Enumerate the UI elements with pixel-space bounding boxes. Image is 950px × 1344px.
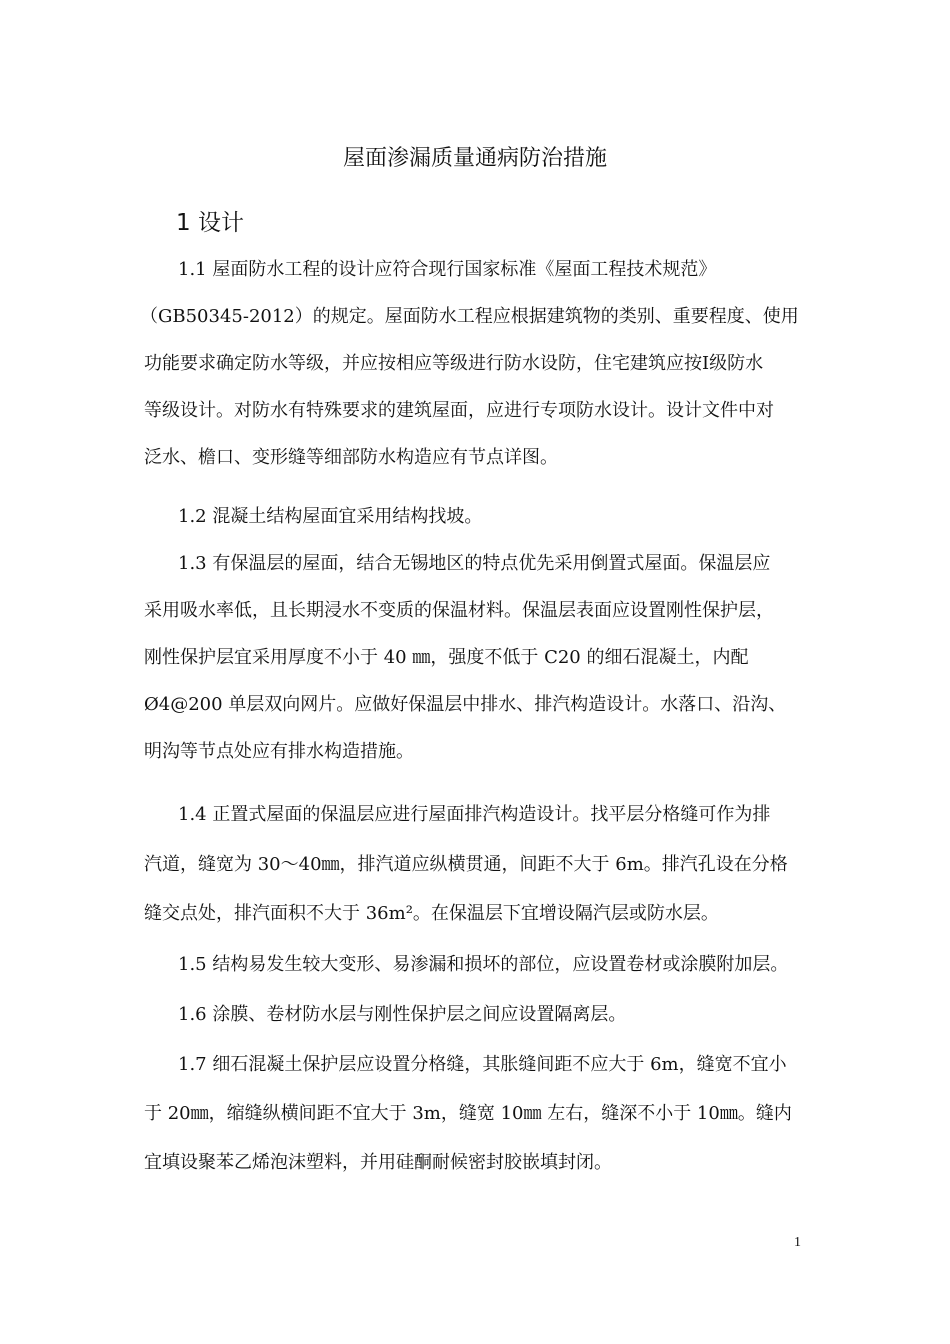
paragraph-line: 功能要求确定防水等级，并应按相应等级进行防水设防，住宅建筑应按Ⅰ级防水 <box>144 353 764 374</box>
page-number: 1 <box>794 1235 801 1250</box>
paragraph-line: 于 20㎜，缩缝纵横间距不宜大于 3m，缝宽 10㎜ 左右，缝深不小于 10㎜。缝内 <box>144 1103 792 1124</box>
paragraph-line: 1.4 正置式屋面的保温层应进行屋面排汽构造设计。找平层分格缝可作为排 <box>178 804 771 825</box>
paragraph-line: 缝交点处，排汽面积不大于 36m²。在保温层下宜增设隔汽层或防水层。 <box>144 903 719 924</box>
paragraph-line: 明沟等节点处应有排水构造措施。 <box>144 741 414 762</box>
paragraph-line: 1.2 混凝土结构屋面宜采用结构找坡。 <box>178 506 483 527</box>
page-title: 屋面渗漏质量通病防治措施 <box>342 146 607 171</box>
paragraph-line: 采用吸水率低，且长期浸水不变质的保温材料。保温层表面应设置刚性保护层， <box>144 600 774 621</box>
paragraph-line: 1.7 细石混凝土保护层应设置分格缝，其胀缝间距不应大于 6m，缝宽不宜小 <box>178 1054 787 1075</box>
paragraph-line: 宜填设聚苯乙烯泡沫塑料，并用硅酮耐候密封胶嵌填封闭。 <box>144 1152 612 1173</box>
section-heading: 1 设计 <box>176 210 244 236</box>
paragraph-line: 泛水、檐口、变形缝等细部防水构造应有节点详图。 <box>144 447 558 468</box>
paragraph-line: （GB50345-2012）的规定。屋面防水工程应根据建筑物的类别、重要程度、使用 <box>140 306 799 327</box>
paragraph-line: 1.5 结构易发生较大变形、易渗漏和损坏的部位，应设置卷材或涂膜附加层。 <box>178 954 789 975</box>
paragraph-line: 1.3 有保温层的屋面，结合无锡地区的特点优先采用倒置式屋面。保温层应 <box>178 553 771 574</box>
paragraph-line: 汽道，缝宽为 30～40㎜，排汽道应纵横贯通，间距不大于 6m。排汽孔设在分格 <box>144 854 788 875</box>
paragraph-line: 1.6 涂膜、卷材防水层与刚性保护层之间应设置隔离层。 <box>178 1004 627 1025</box>
paragraph-line: 1.1 屋面防水工程的设计应符合现行国家标准《屋面工程技术规范》 <box>178 259 717 280</box>
paragraph-line: 等级设计。对防水有特殊要求的建筑屋面，应进行专项防水设计。设计文件中对 <box>144 400 774 421</box>
paragraph-line: Ø4@200 单层双向网片。应做好保温层中排水、排汽构造设计。水落口、沿沟、 <box>144 694 787 715</box>
paragraph-line: 刚性保护层宜采用厚度不小于 40 ㎜，强度不低于 C20 的细石混凝土，内配 <box>144 647 749 668</box>
